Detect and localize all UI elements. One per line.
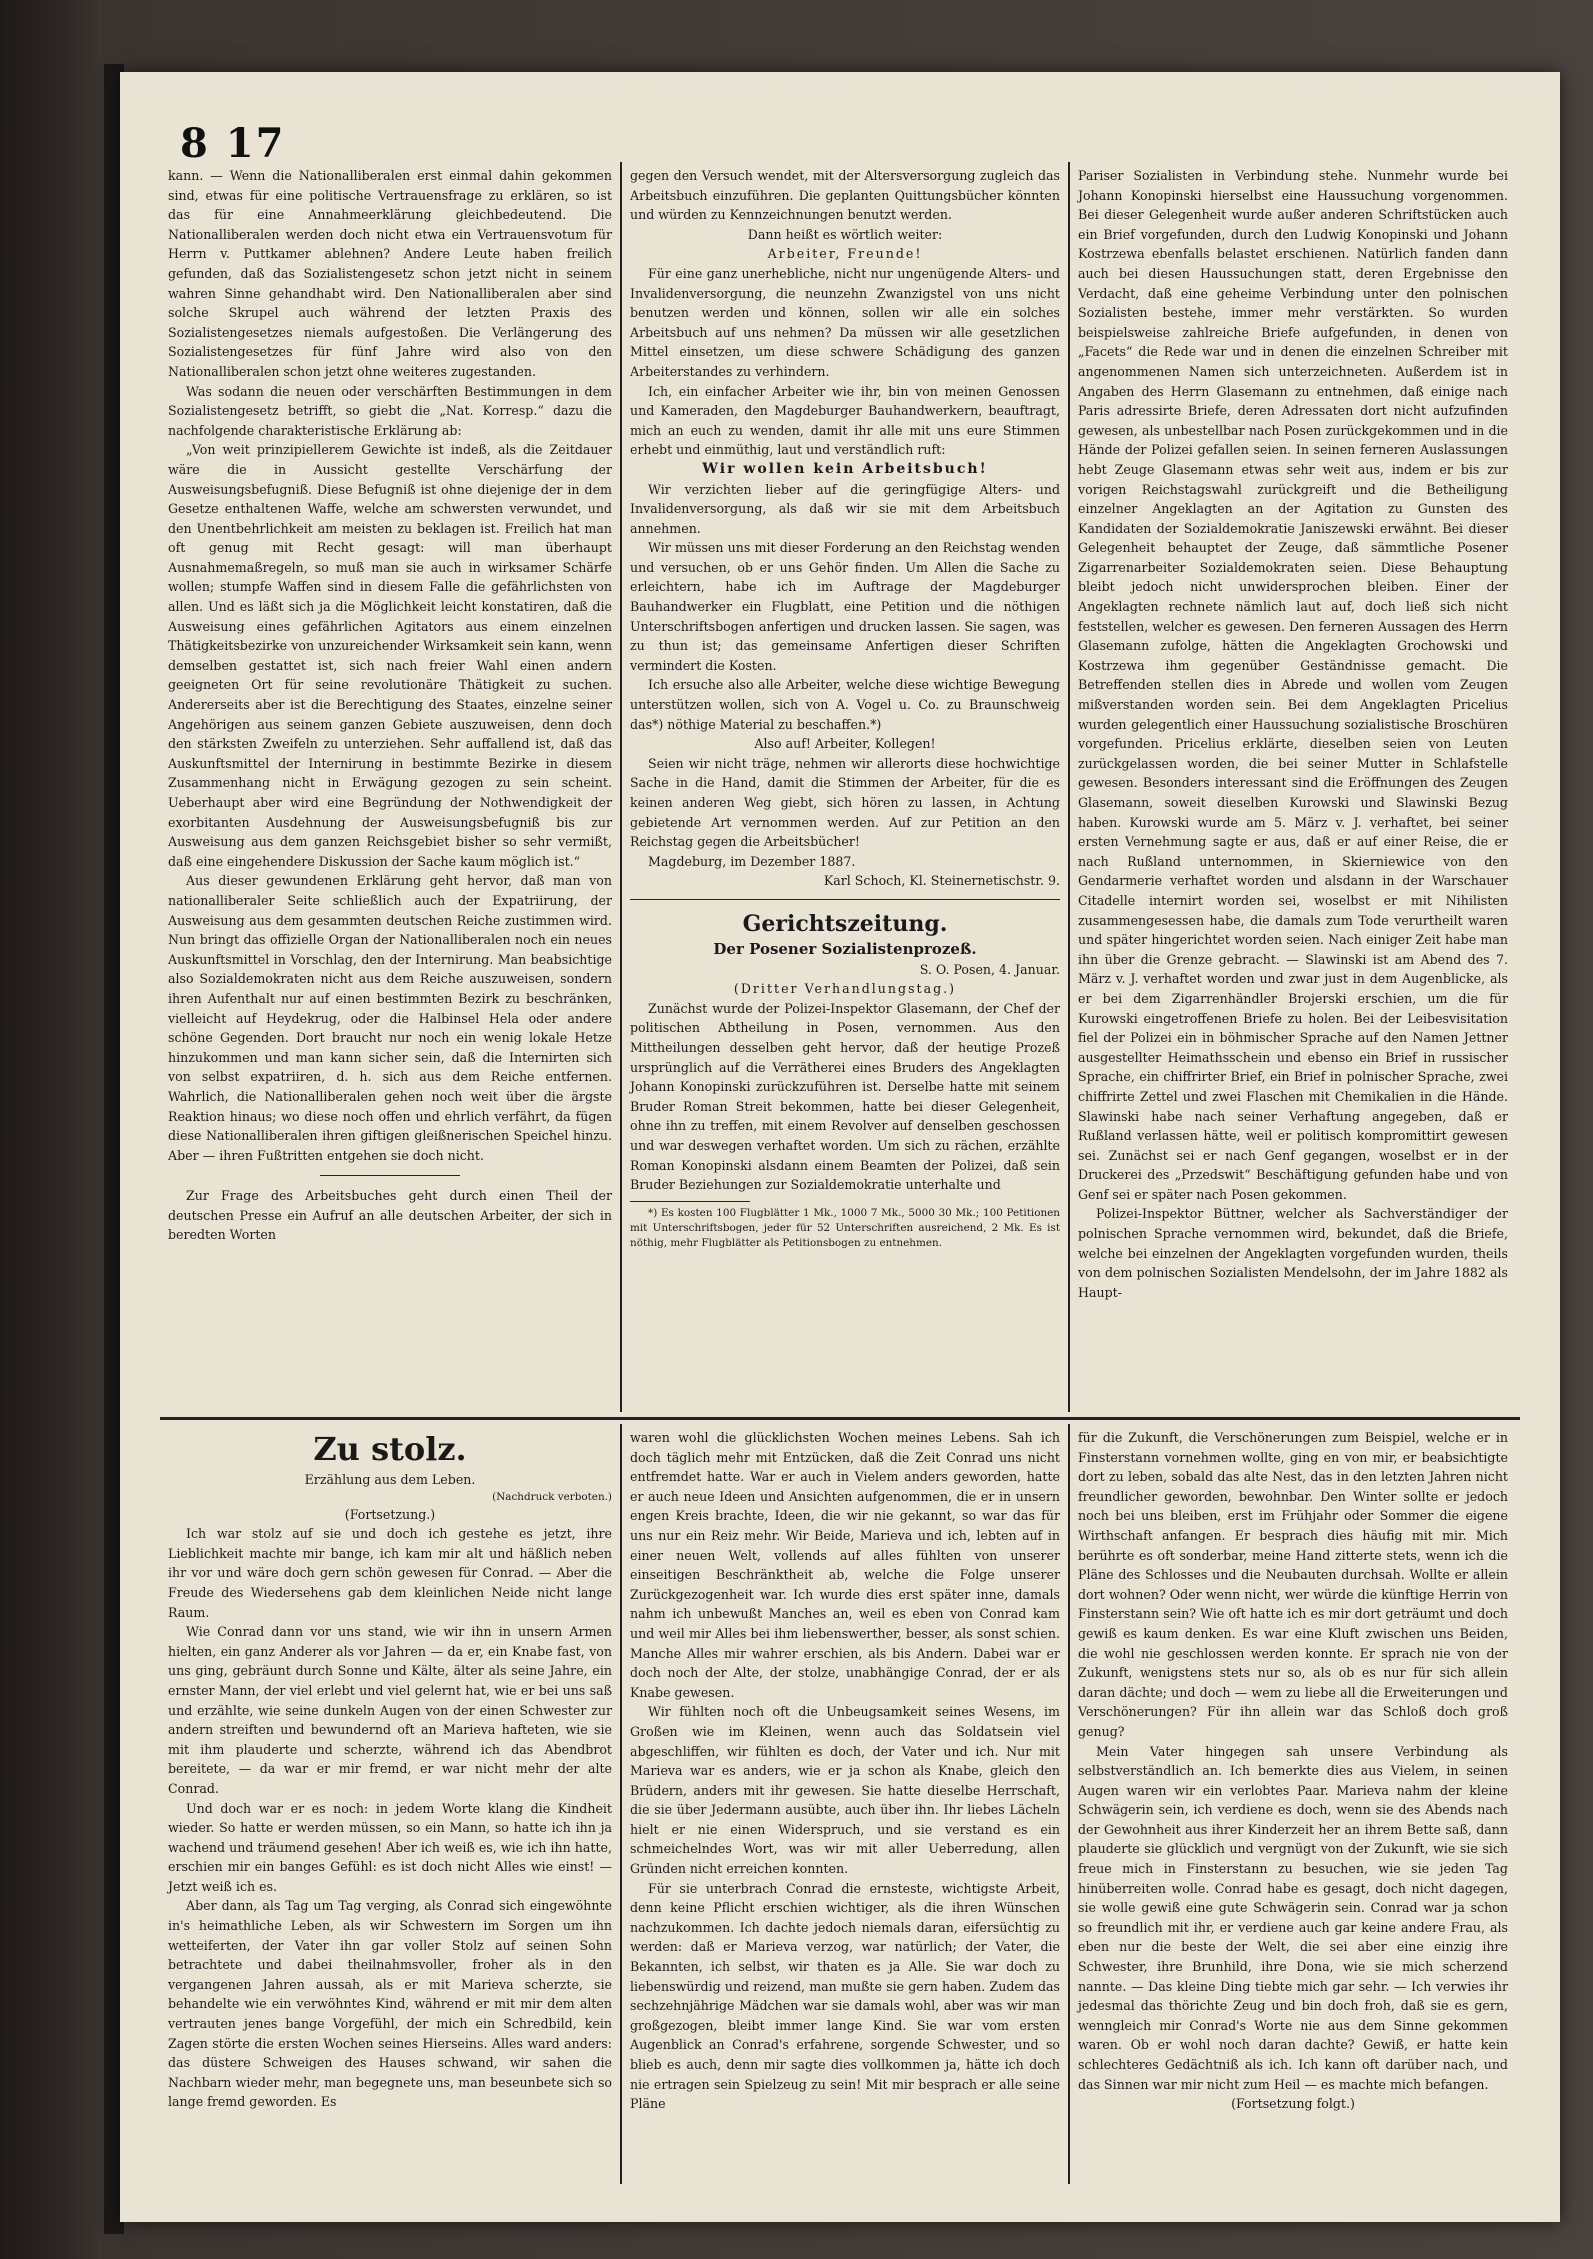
divider [320, 1175, 460, 1176]
paragraph: Polizei-Inspektor Büttner, welcher als Sachverständiger der polnischen Sprache vernommen wird, bekundet, daß die Briefe, welche bei einzelnen der Angeklagten vorgefunden wurden, theils von dem polnischen Sozialisten Mendelsohn, der im Jahre 1882 als Haupt- [1078, 1206, 1508, 1300]
story-column-1 [168, 1428, 612, 2112]
paragraph: für die Zukunft, die Verschönerungen zum Beispiel, welche er in Finsterstann vornehmen wollte, ging en von mir, er beabsichtigte dort zu leben, sobald das alte Nest, das in den letzten Jahren nicht freundlicher geworden, bewohnbar. Den Winter sollte er jedoch noch bei uns bleiben, erst im Frühjahr oder Sommer die eigene Wirthschaft anfangen. Er besprach dies häufig mit mir. Mich berührte es oft sonderbar, meine Hand zitterte stets, wenn ich die Pläne des Schlosses und die Neubauten durchsah. Wollte er allein dort wohnen? Oder wenn nicht, wer würde die künftige Herrin von Finsterstann sein? Wie oft hatte ich es mir dort geträumt und doch gewiß es kaum denken. Es war eine Kluft zwischen uns Beiden, die wohl nie geschlossen werden konnte. Er sprach nie von der Zukunft, wenigstens stets nur so, als ob es nur für sich allein daran dächte; und doch — wem zu liebe all die Erweiterungen und Verschönerungen? Für ihn allein war das Schloß doch groß genug? [1078, 1430, 1508, 1739]
column-3 [1078, 166, 1508, 1302]
paragraph: kann. — Wenn die Nationalliberalen erst einmal dahin gekommen sind, etwas für eine politische Vertrauensfrage zu erklären, so ist das für eine Annahmeerklärung gleichbedeutend. Die Nationalliberalen werden doch nicht etwa ein Vertrauensvotum für Herrn v. Puttkamer ablehnen? Andere Leute haben freilich gefunden, daß das Sozialistengesetz schon jetzt nicht in seinem wahren Sinne gehandhabt wird. Den Nationalliberalen aber sind solche Skrupel auch während der letzten Praxis des Sozialistengesetzes niemals aufgestoßen. Die Verlängerung des Sozialistengesetzes für fünf Jahre wird also von den Nationalliberalen schon jetzt ohne weiteres zugestanden. [168, 168, 612, 379]
reprint-note: (Nachdruck verboten.) [492, 1490, 612, 1503]
story-column-3 [1078, 1428, 1508, 2114]
column-rule [1068, 1424, 1070, 2184]
continuation-end: (Fortsetzung folgt.) [1231, 2096, 1355, 2112]
slogan: Wir wollen kein Arbeitsbuch! [702, 460, 988, 477]
paragraph: Aus dieser gewundenen Erklärung geht hervor, daß man von nationalliberaler Seite schließlich auch der Expatriirung, der Ausweisung aus dem gesammten deutschen Reiche zustimmen wird. Nun bringt das offizielle Organ der Nationalliberalen noch ein neues Auskunftsmittel in Vorschlag, den der Internirung. Man beabsichtige also Sozialdemokraten nicht aus dem Reiche auszuweisen, sondern ihren Aufenthalt nur auf einen bestimmten Bezirk zu beschränken, vielleicht auf Heydekrug, oder die Halbinsel Hela oder andere schöne Gegenden. Dort braucht nur noch ein wenig lokale Hetze hinzukommen und man kann sicher sein, daß die Internirten sich von selbst expatriiren, d. h. sich aus dem Reiche entfernen. Wahrlich, die Nationalliberalen gehen noch weit über die ärgste Reaktion hinaus; wo diese noch offen und ehrlich verfährt, da fügen diese Nationalliberalen ihren giftigen gleißnerischen Speichel hinzu. Aber — ihren Fußtritten entgehen sie doch nicht. [168, 873, 612, 1163]
paragraph: Ich war stolz auf sie und doch ich gestehe es jetzt, ihre Lieblichkeit machte mir bange, ich kam mir alt und häßlich neben ihr vor und wäre doch gern schön gewesen für Conrad. — Aber die Freude des Wiedersehens gab dem kleinlichen Neide nicht lange Raum. [168, 1526, 612, 1620]
paragraph: Ich ersuche also alle Arbeiter, welche diese wichtige Bewegung unterstützen wollen, sich von A. Vogel u. Co. zu Braunschweig das*) nöthige Material zu beschaffen.*) [630, 677, 1060, 732]
section-divider [160, 1417, 1520, 1420]
paragraph: Was sodann die neuen oder verschärften Bestimmungen in dem Sozialistengesetz betrifft, so giebt die „Nat. Korresp.“ dazu die nachfolgende charakteristische Erklärung ab: [168, 383, 612, 438]
paragraph: Wie Conrad dann vor uns stand, wie wir ihn in unsern Armen hielten, ein ganz Anderer als vor Jahren — da er, ein Knabe fast, von uns ging, gebräunt durch Sonne und Kälte, älter als seine Jahre, ein ernster Mann, der viel erlebt und viel gelernt hat, wie er bei uns saß und erzählte, wie seine dunkeln Augen von der einen Schwester zur andern streiften und bewundernd oft an Marieva hafteten, wie sie mit ihm plauderte und scherzte, während ich das Abendbrot bereitete, — da war er mir fremd, er war nicht mehr der alte Conrad. [168, 1624, 612, 1796]
folio-number: 8 17 [180, 120, 286, 167]
court-day: (Dritter Verhandlungstag.) [733, 981, 957, 997]
arbeitsbuch-intro: Zur Frage des Arbeitsbuches geht durch einen Theil der deutschen Presse ein Aufruf an alle deutschen Arbeiter, der sich in beredten Worten [168, 1188, 612, 1243]
court-date: S. O. Posen, 4. Januar. [919, 961, 1060, 977]
court-paragraph: Zunächst wurde der Polizei-Inspektor Glasemann, der Chef der politischen Abtheilung in Posen, vernommen. Aus den Mittheilungen desselben geht hervor, daß der heutige Prozeß ursprünglich auf die Verrätherei eines Bruders des Angeklagten Johann Konopinski zurückzuführen ist. Derselbe hatte mit seinem Bruder Roman Streit bekommen, hatte bei dieser Gelegenheit, ohne ihn zu treffen, mit einem Revolver auf denselben geschossen und war deswegen verhaftet worden. Um sich zu rächen, erzählte Roman Konopinski alsdann einem Beamten der Polizei, daß sein Bruder Beziehungen zur Sozialdemokratie unterhalte und [630, 1000, 1060, 1193]
paragraph: Also auf! Arbeiter, Kollegen! [754, 736, 936, 752]
paragraph: Für sie unterbrach Conrad die ernsteste, wichtigste Arbeit, denn keine Pflicht erschien wichtiger, als die ihren Wünschen nachzukommen. Ich dachte jedoch niemals daran, eifersüchtig zu werden: daß er Marieva verzog, war natürlich; der Vater, die Bekannten, ich selbst, wir thaten es ja Alle. Sie war doch zu liebenswürdig und reizend, man mußte sie gern haben. Zudem das sechzehnjährige Mädchen war sie damals wohl, aber was wir man großgezogen, bleibt immer lange Kind. Sie war vom ersten Augenblick an Conrad's erfahrene, sorgende Schwester, und so blieb es auch, denn mir sagte dies vollkommen ja, hätte ich doch nie ertragen sein Spielzeug zu sein! Mit mir besprach er alle seine Pläne [630, 1880, 1060, 2112]
paragraph: Für eine ganz unerhebliche, nicht nur ungenügende Alters- und Invalidenversorgung, die neunzehn Zwanzigstel von uns nicht benutzen werden und können, sollen wir alle ein solches Arbeitsbuch auf uns nehmen? Da müssen wir alle gesetzlichen Mittel einsetzen, um diese schwere Schädigung des ganzen Arbeiterstandes zu verhindern. [630, 265, 1060, 379]
story-column-2 [630, 1428, 1060, 2114]
paragraph: Aber dann, als Tag um Tag verging, als Conrad sich eingewöhnte in's heimathliche Leben, als wir Schwestern im Sorgen um ihn wetteiferten, der Vater ihn gar voller Stolz auf seinen Sohn betrachtete und dabei theilnahmsvoller, froher als in den vergangenen Jahren aussah, als er mit Marieva scherzte, sie behandelte wie ein verwöhntes Kind, während er mit mir dem alten vertrauten jenes bange Vorgefühl, der mich ein Schredbild, kein Zagen störte die ersten Wochen seines Hierseins. Alles ward anders: das düstere Schweigen des Hauses schwand, wir sahen die Nachbarn wieder mehr, man begegnete uns, man beseunbete sich so lange fremd geworden. Es [168, 1898, 612, 2110]
paragraph: Mein Vater hingegen sah unsere Verbindung als selbstverständlich an. Ich bemerkte dies aus Vielem, in seinen Augen waren wir ein verlobtes Paar. Marieva nahm der kleine Schwägerin sein, ich verdiene es doch, wenn sie des Abends nach der Gewohnheit aus ihrer Kinderzeit her an ihrem Bette saß, dann plauderte sie glücklich und vergnügt von der Zukunft, wie sie sich freue mich in Finsterstann zu besuchen, wie sie jeden Tag hinüberreiten wolle. Conrad habe es gesagt, doch nicht dagegen, sie wolle gewiß eine gute Schwägerin sein. Conrad war ja schon so freundlich mit ihr, er verdiene auch gar keine andere Frau, als eben nur die beste der Welt, die sei aber eine einzig ihre Schwester, ihre Brunhild, ihre Dona, wie sie mich scherzend nannte. — Das kleine Ding tiebte mich gar sehr. — Ich verwies ihr jedesmal das thörichte Zeug und bin doch froh, daß sie es gern, wenngleich mir Conrad's Worte nie aus dem Sinne gekommen waren. Ob er wohl noch daran dachte? Gewiß, er hatte kein schlechteres Gedächtniß als ich. Ich kann oft darüber nach, und das Sinnen war mir nicht zum Heil — es machte mich befangen. [1078, 1743, 1508, 2092]
paragraph: „Von weit prinzipiellerem Gewichte ist indeß, als die Zeitdauer wäre die in Aussicht gestellte Verschärfung der Ausweisungsbefugniß. Diese Befugniß ist ohne diejenige der in dem Gesetze enthaltenen Waffe, welche am schwersten verwundet, und den Unentbehrlichkeit am meisten zu beklagen ist. Freilich hat man oft genug mit Recht gesagt: will man überhaupt Ausnahmemaßregeln, so muß man sie auch in wirksamer Schärfe wollen; stumpfe Waffen sind in diesem Falle die gefährlichsten von allen. Und es läßt sich ja die Möglichkeit leicht konstatiren, daß die Ausweisung eines gefährlichen Agitators aus einem einzelnen Thätigkeitsbezirke von unzureichender Wirksamkeit sein kann, wenn demselben gestattet ist, sich nach freier Wahl einen andern geeigneten Ort für seine revolutionäre Thätigkeit zu suchen. Andererseits aber ist die Berechtigung des Staates, einzelne seiner Angehörigen aus seinem ganzen Gebiete auszuweisen, denn doch den stärksten Zweifeln zu unterziehen. Sehr auffallend ist, daß das Auskunftsmittel der Internirung in bestimmte Bezirke in diesem Zusammenhang nicht in Erwägung gezogen zu sein scheint. Ueberhaupt aber wird eine Begründung der Nothwendigkeit der exorbitanten Ausdehnung der Ausweisungsbefugniß bis zur Ausweisung aus dem ganzen Reichsgebiet bisher so sehr vermißt, daß eine eingehendere Diskussion der Sache kaum möglich ist.“ [168, 442, 612, 869]
paragraph: waren wohl die glücklichsten Wochen meines Lebens. Sah ich doch täglich mehr mit Entzücken, daß die Zeit Conrad uns nicht entfremdet hatte. War er auch in Vielem anders geworden, hatte er auch neue Ideen und Ansichten aufgenommen, die er in unsern engen Kreis brachte, Ideen, die wir nie gekannt, so war das für uns nur ein Reiz mehr. Wir Beide, Marieva und ich, lebten auf in einer neuen Welt, vollends auf alles fühlten von unserer einseitigen Beschränktheit ab, welche die Folge unserer Zurückgezogenheit war. Ich wurde dies erst später inne, damals nahm ich unbewußt Manches an, weil es eben von Conrad kam und weil mir Alles bei ihm liebenswerther, besser, als sonst schien. Manche Alles mir wahrer erschien, als bis Andern. Dabei war er doch noch der Alte, der stolze, unabhängige Conrad, der er als Knabe gewesen. [630, 1430, 1060, 1700]
newspaper-page [120, 72, 1560, 2222]
paragraph: Dann heißt es wörtlich weiter: [747, 226, 943, 242]
footnote-divider [630, 1201, 750, 1202]
column-rule [1068, 162, 1070, 1412]
court-subtitle: Der Posener Sozialistenprozeß. [713, 939, 977, 958]
paragraph: Wir fühlten noch oft die Unbeugsamkeit seines Wesens, im Großen wie im Kleinen, wenn auch das Soldatsein viel abgeschliffen, wir fühlten es doch, der Vater und ich. Nur mit Marieva war es anders, wie er ja schon als Knabe, gleich den Brüdern, anders mit ihr gewesen. Sie hatte dieselbe Herrschaft, die sie über Jedermann ausübte, auch über ihn. Ihr liebes Lächeln hielt er nie einen Widerspruch, und sie verstand es ein schmeichelndes Wort, was wir mit aller Ueberredung, allen Gründen nicht erreichen konnten. [630, 1704, 1060, 1877]
divider [630, 899, 1060, 900]
column-1 [168, 166, 612, 1245]
footnote: *) Es kosten 100 Flugblätter 1 Mk., 1000 7 Mk., 5000 30 Mk.; 100 Petitionen mit Unterschriftsbogen, jeder für 52 Unterschriften ausreichend, 2 Mk. Es ist nöthig, mehr Flugblätter als Petitionsbogen zu entnehmen. [630, 1206, 1060, 1249]
paragraph: Wir verzichten lieber auf die geringfügige Alters- und Invalidenversorgung, als daß wir sie mit dem Arbeitsbuch annehmen. [630, 481, 1060, 536]
column-rule [620, 1424, 622, 2184]
paragraph: Ich, ein einfacher Arbeiter wie ihr, bin von meinen Genossen und Kameraden, den Magdeburger Bauhandwerkern, beauftragt, mich an euch zu wenden, damit ihr alle mit uns eure Stimmen erhebt und einmüthig, laut und verständlich ruft: [630, 383, 1060, 458]
paragraph: Wir müssen uns mit dieser Forderung an den Reichstag wenden und versuchen, ob er uns Gehör finden. Um Allen die Sache zu erleichtern, habe ich im Auftrage der Magdeburger Bauhandwerker ein Flugblatt, eine Petition und die nöthigen Unterschriftsbogen anfertigen und drucken lassen. Sie sagen, was zu thun ist; das gemeinsame Anfertigen dieser Schriften vermindert die Kosten. [630, 540, 1060, 673]
column-rule [620, 162, 622, 1412]
continuation-note: (Fortsetzung.) [344, 1506, 436, 1522]
paragraph: Seien wir nicht träge, nehmen wir allerorts diese hochwichtige Sache in die Hand, damit die Stimmen der Arbeiter, für die es keinen anderen Weg giebt, sich hören zu lassen, in Achtung gebietende Art vernommen werden. Auf zur Petition an den Reichstag gegen die Arbeitsbücher! [630, 755, 1060, 850]
court-title: Gerichtszeitung. [742, 910, 948, 937]
paragraph: Pariser Sozialisten in Verbindung stehe. Nunmehr wurde bei Johann Konopinski hierselbst eine Haussuchung vorgenommen. Bei dieser Gelegenheit wurde außer anderen Schriftstücken auch ein Brief vorgefunden, durch den Ludwig Konopinski und Johann Kostrzewa ebenfalls belastet erschienen. Natürlich fanden dann auch bei diesen Haussuchungen statt, deren Ergebnisse den Verdacht, daß eine geheime Verbindung unter den polnischen Sozialisten bestehe, immer mehr verstärkten. So wurden beispielsweise zahlreiche Briefe aufgefunden, in denen von „Facets“ die Rede war und in denen die einzelnen Schreiber mit angenommenen Namen sich unterzeichneten. Außerdem ist in Angaben des Herrn Glasemann zu entnehmen, daß einige nach Paris adressirte Briefe, deren Adressaten dort nicht aufzufinden gewesen, als unbestellbar nach Posen zurückgekommen und in die Hände der Polizei gefallen seien. In seinen ferneren Auslassungen hebt Zeuge Glasemann etwas sehr weit aus, indem er bis zur vorigen Reichstagswahl zurückgreift und die Betheiligung einzelner Angeklagten an der Agitation zu Gunsten des Kandidaten der Sozialdemokratie Janiszewski erwähnt. Bei dieser Gelegenheit behauptet der Zeuge, daß sämmtliche Posener Zigarrenarbeiter Sozialdemokraten seien. Diese Behauptung bleibt jedoch nicht unwidersprochen bleiben. Einer der Angeklagten rechnete nämlich laut auf, doch ließ sich nicht feststellen, welcher es gewesen. Den ferneren Aussagen des Herrn Glasemann zufolge, hätten die Angeklagten Grochowski und Kostrzewa ihm gegenüber Geständnisse gemacht. Die Betreffenden stellen dies in Abrede und wollen vom Zeugen mißverstanden worden sein. Bei dem Angeklagten Pricelius wurden gelegentlich einer Haussuchung sozialistische Broschüren vorgefunden. Pricelius erklärte, dieselben seien von Leuten zurückgelassen worden, die bei seiner Mutter in Schlafstelle gewesen. Besonders interessant sind die Eröffnungen des Zeugen Glasemann, soweit dieselben Kurowski und Slawinski Bezug haben. Kurowski wurde am 5. März v. J. verhaftet, bei seiner ersten Vernehmung sagte er aus, daß er auf einer Reise, die er nach Rußland unternommen, in Skierniewice von den Gendarmerie verhaftet worden und alsdann in der Warschauer Citadelle internirt worden sei, woselbst er mit Nihilisten zusammengesessen habe, die damals zum Tode verurtheilt waren und später hingerichtet worden seien. Nach einiger Zeit habe man ihn über die Grenze gebracht. — Slawinski ist am Abend des 7. März v. J. verhaftet worden und zwar just in dem Augenblicke, als er bei dem Zigarrenhändler Brojerski erschien, um die für Kurowski eingetroffenen Briefe zu holen. Bei der Leibesvisitation fiel der Polizei ein in böhmischer Sprache auf den Namen Jettner ausgestellter Heimathsschein und ebenso ein Brief in russischer Sprache, ein chiffrirter Brief, ein Brief in polnischer Sprache, zwei chiffrirte Zettel und zwei Flaschen mit Chemikalien in die Hände. Slawinski habe nach seiner Verhaftung angegeben, daß er Rußland verlassen hätte, weil er politisch kompromittirt gewesen sei. Zunächst sei er nach Genf gegangen, woselbst er in der Druckerei des „Przedswit“ Beschäftigung gefunden habe und von Genf sei er später nach Posen gekommen. [1078, 168, 1508, 1202]
signoff-place: Magdeburg, im Dezember 1887. [648, 853, 856, 869]
paragraph: Und doch war er es noch: in jedem Worte klang die Kindheit wieder. So hatte er werden müssen, so ein Mann, so hatte ich ihn ja wachend und träumend gesehen! Aber ich weiß es, wie ich ihn hatte, erschien mir ein banges Gefühl: es ist doch nicht Alles wie einst! — Jetzt weiß ich es. [168, 1800, 612, 1894]
signoff-name: Karl Schoch, Kl. Steinernetischstr. 9. [823, 873, 1060, 889]
column-2 [630, 166, 1060, 1251]
story-subtitle: Erzählung aus dem Leben. [304, 1472, 476, 1487]
paragraph: gegen den Versuch wendet, mit der Altersversorgung zugleich das Arbeitsbuch einzuführen. Die geplanten Quittungsbücher könnten und würden zu Kennzeichnungen benutzt werden. [630, 168, 1060, 223]
salutation: Arbeiter, Freunde! [767, 246, 923, 262]
story-title: Zu stolz. [313, 1430, 467, 1468]
